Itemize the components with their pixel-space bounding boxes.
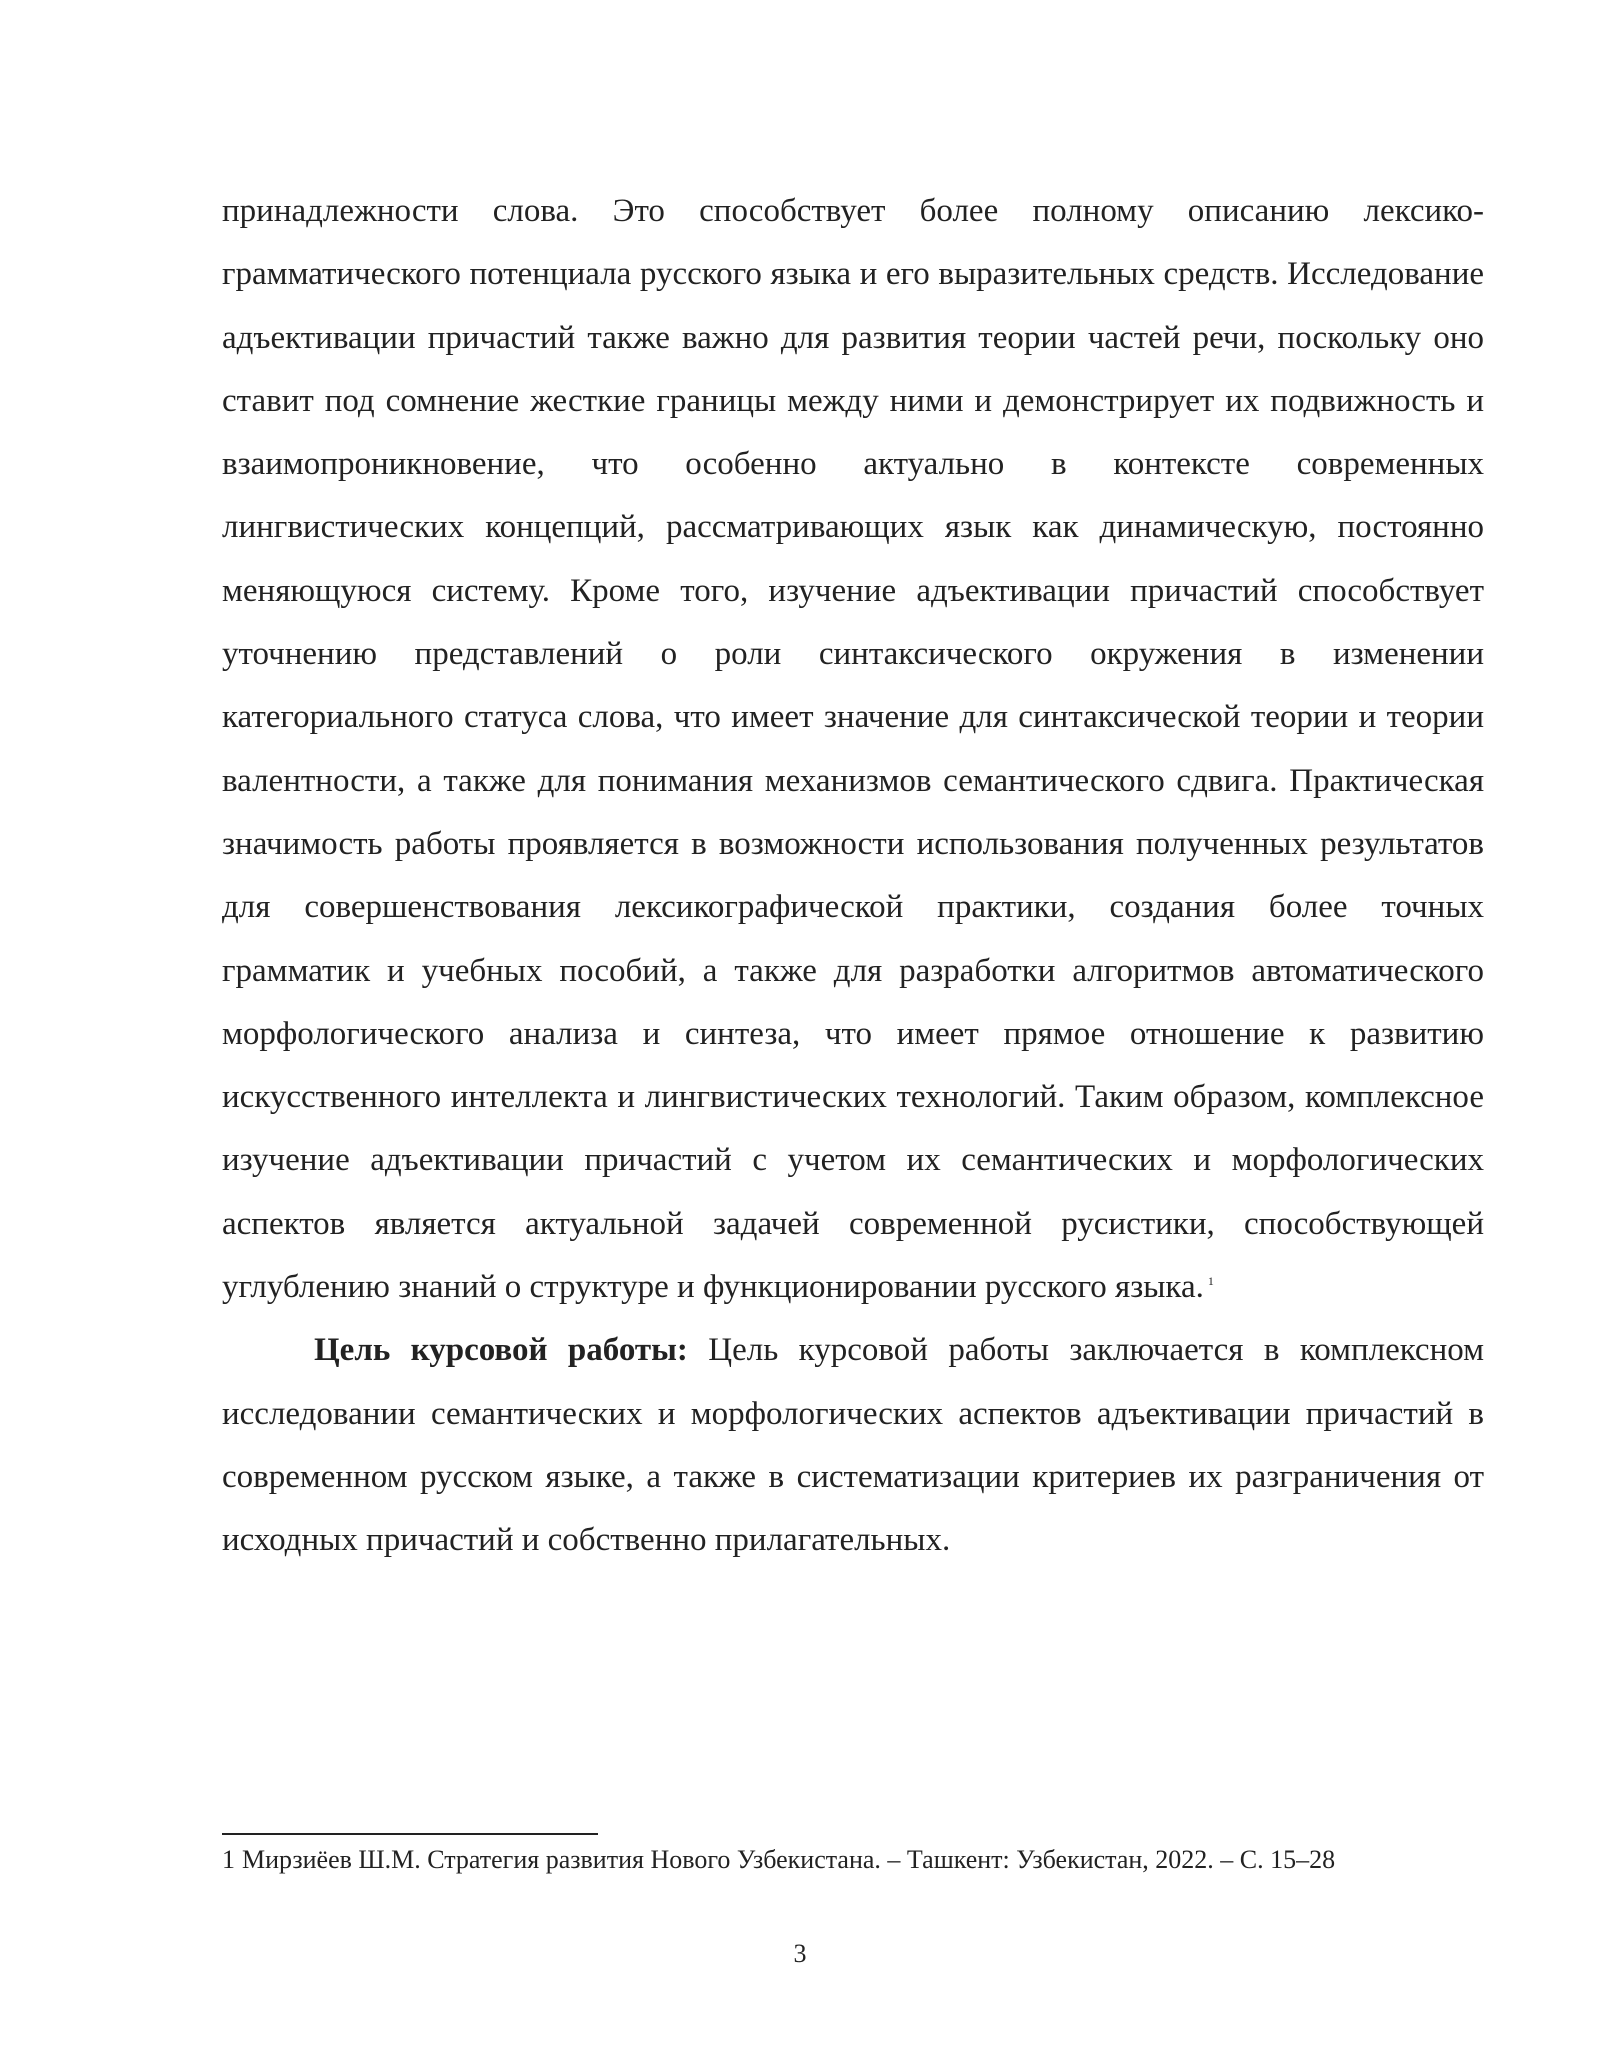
footnote-reference[interactable]: 1	[1207, 1274, 1214, 1289]
goal-text: Цель курсовой работы заключается в комплексном исследовании семантических и морфологических аспектов адъективации причастий в современном русском языке, а также в систематизации критериев их разграничения от исходных причастий и собственно прилагательных.	[222, 1332, 1484, 1559]
body-paragraph	[222, 180, 1484, 1319]
paragraph-text: принадлежности слова. Это способствует более полному описанию лексико-грамматического потенциала русского языка и его выразительных средств. Исследование адъективации причастий также важно для развития теории частей речи, поскольку оно ставит под сомнение жесткие границы между ними и демонстрирует их подвижность и взаимопроникновение, что особенно актуально в контексте современных лингвистических концепций, рассматривающих язык как динамическую, постоянно меняющуюся систему. Кроме того, изучение адъективации причастий способствует уточнению представлений о роли синтаксического окружения в изменении категориального статуса слова, что имеет значение для синтаксической теории и теории валентности, а также для понимания механизмов семантического сдвига. Практическая значимость работы проявляется в возможности использования полученных результатов для совершенствования лексикографической практики, создания более точных грамматик и учебных пособий, а также для разработки алгоритмов автоматического морфологического анализа и синтеза, что имеет прямое отношение к развитию искусственного интеллекта и лингвистических технологий. Таким образом, комплексное изучение адъективации причастий с учетом их семантических и морфологических аспектов является актуальной задачей современной русистики, способствующей углублению знаний о структуре и функционировании русского языка.	[222, 193, 1484, 1306]
page-number: 3	[793, 1939, 807, 1968]
goal-paragraph	[222, 1319, 1484, 1572]
footnote-number: 1	[222, 1845, 235, 1874]
body-text	[222, 180, 1484, 1573]
footnote	[222, 1843, 1484, 1877]
footnote-text: Мирзиёев Ш.М. Стратегия развития Нового Узбекистана. – Ташкент: Узбекистан, 2022. – С. 15–28	[242, 1845, 1336, 1874]
footnote-separator	[222, 1833, 598, 1835]
goal-label: Цель курсовой работы:	[314, 1332, 688, 1369]
